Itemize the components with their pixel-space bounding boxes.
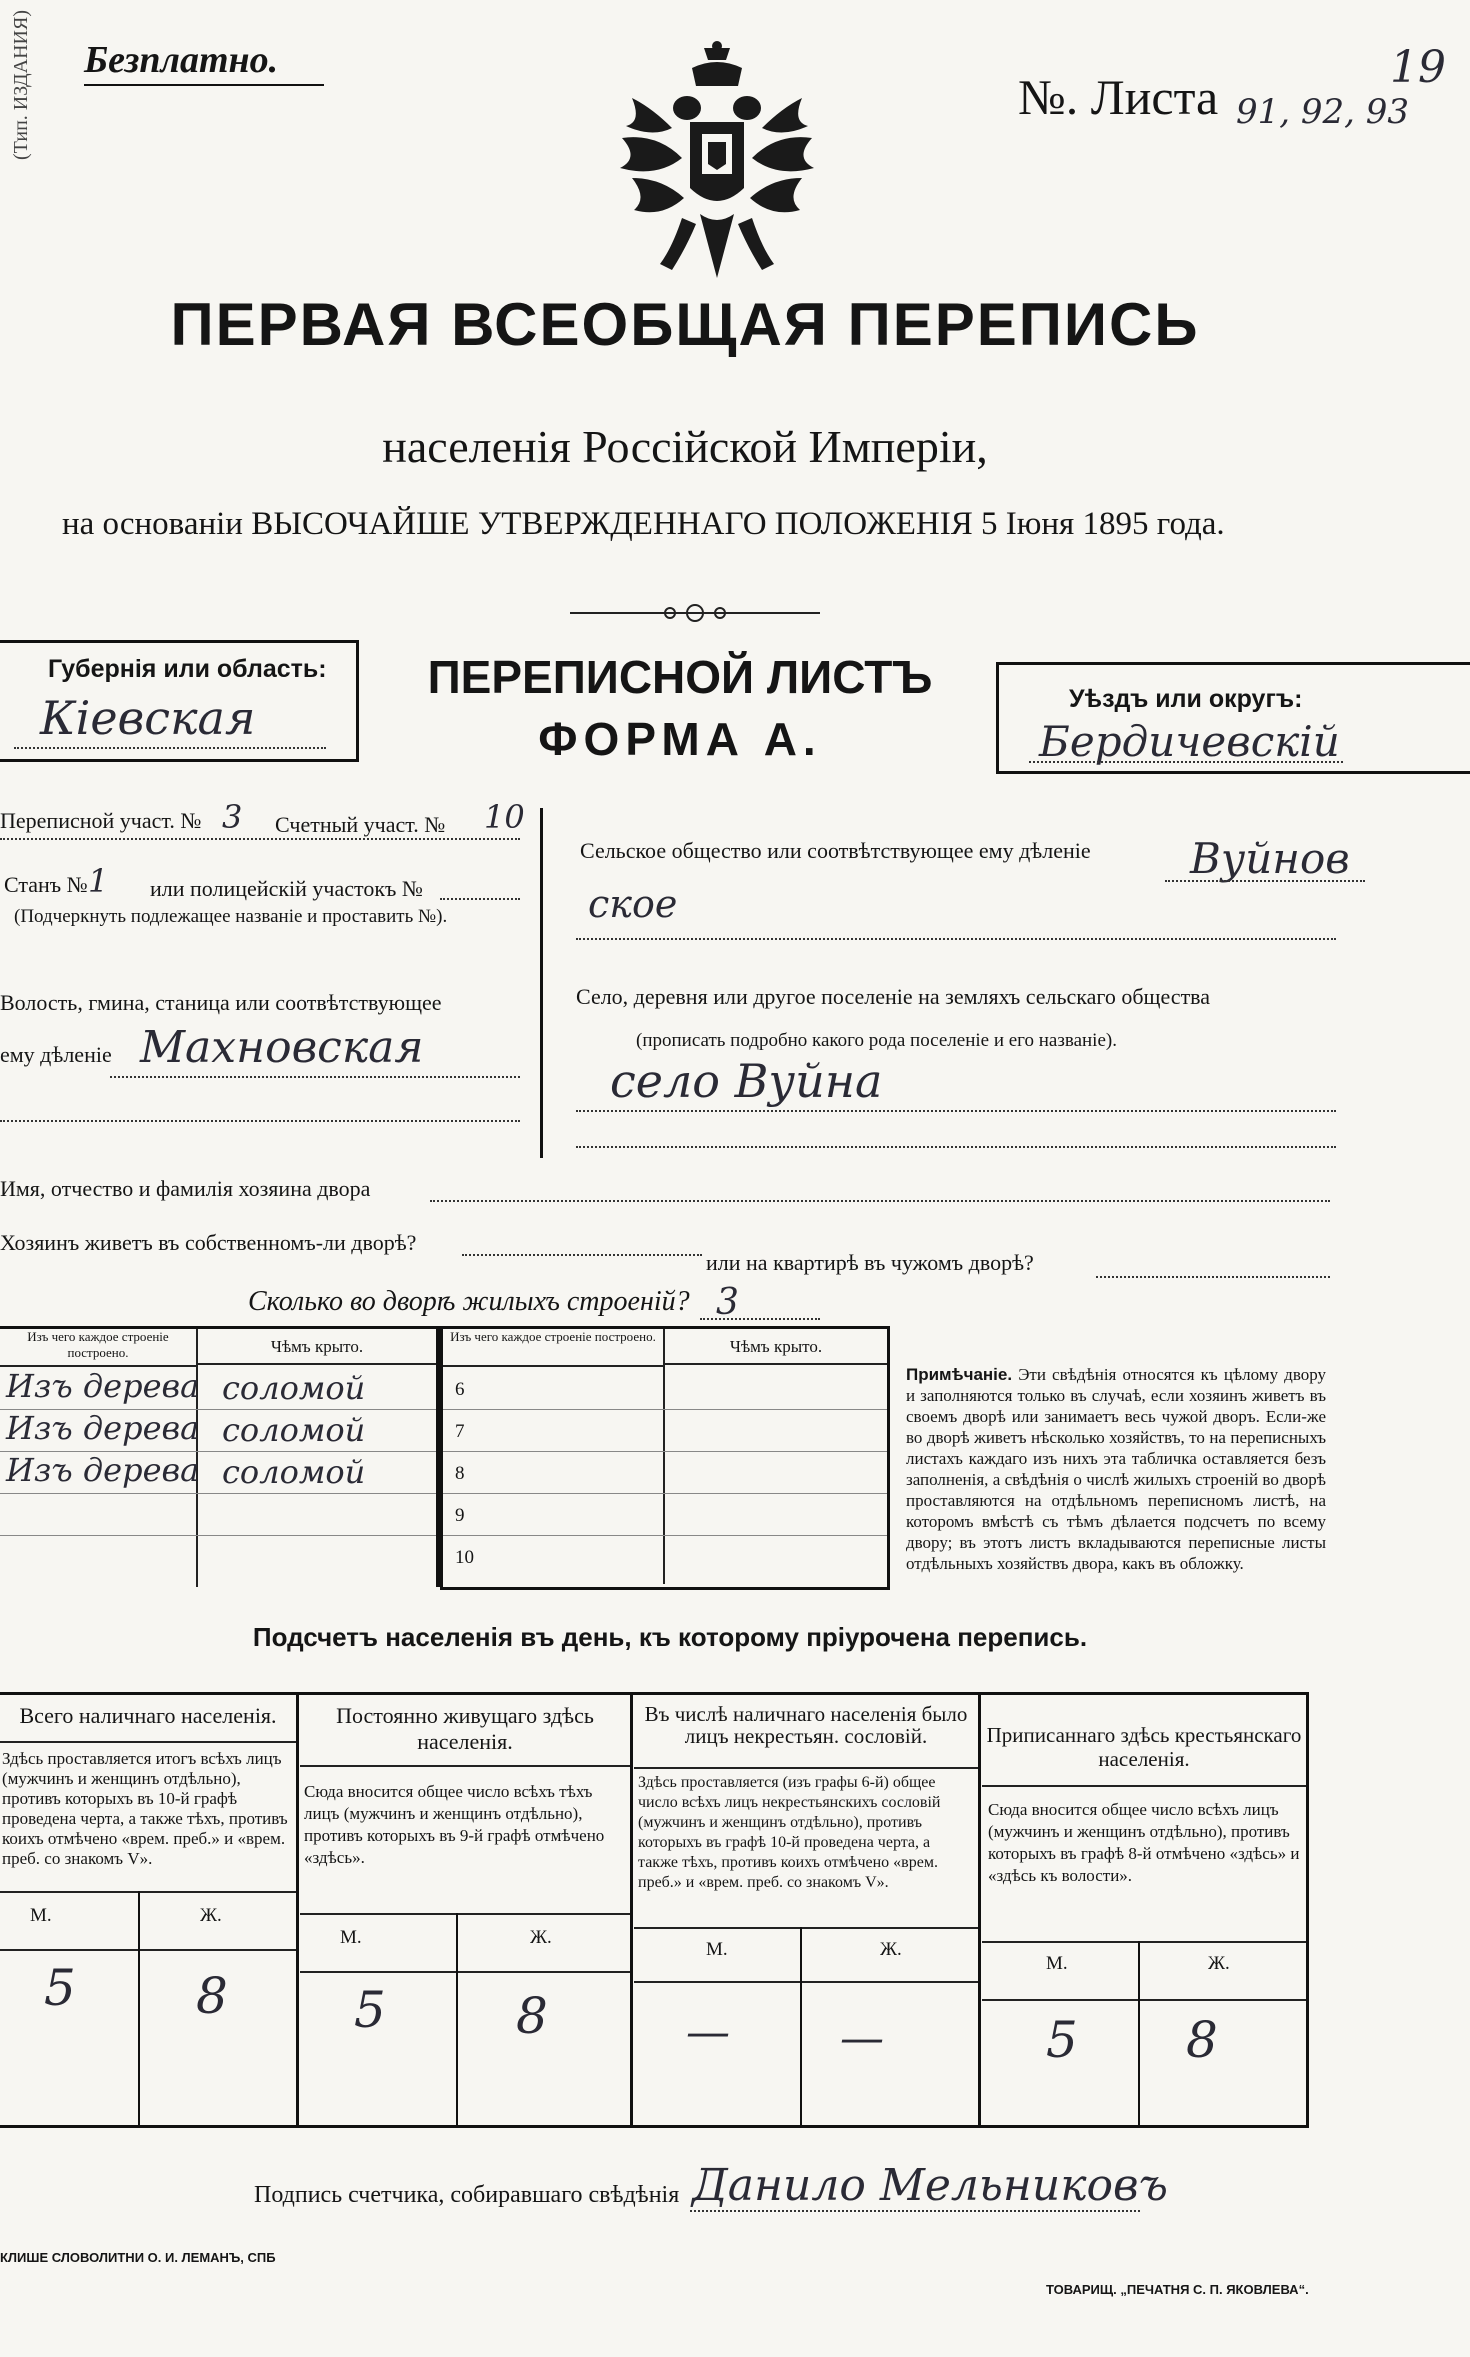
district-value: Бердичевскій bbox=[1039, 717, 1340, 766]
count-area-label: Счетный участ. № bbox=[275, 812, 446, 837]
stan-label: Станъ № bbox=[4, 872, 88, 897]
stan-value: 1 bbox=[88, 862, 109, 900]
col-material-header-2: Изъ чего каждое строеніе построено. bbox=[443, 1329, 665, 1367]
row1-roof: соломой bbox=[222, 1369, 366, 1407]
note-text: Эти свѣдѣнія относятся къ цѣлому двору и заполняются только въ случаѣ, если хозяинъ живетъ въ своемъ дворѣ или занимаетъ весь чужой дворъ. Если-же во дворѣ живетъ нѣсколько хозяйствъ, то на переписныхъ листахъ каждаго изъ нихъ эта табличка оставляется безъ заполненія, а свѣдѣнія о числѣ жилыхъ строеній во дворѣ проставляются на отдѣльномъ переписномъ листѣ, на которомъ вмѣстѣ съ тѣмъ дѣлается подсчетъ по всему двору; въ этотъ листъ вкладываются переписные листы отдѣльныхъ хозяйствъ двора, какъ въ обложку. bbox=[906, 1365, 1327, 1573]
free-label: Безплатно. bbox=[84, 39, 279, 81]
side-text: (Тип. ИЗДАНИЯ) bbox=[10, 10, 32, 160]
row2-material: Изъ дерева bbox=[6, 1409, 200, 1447]
row8-number: 8 bbox=[455, 1463, 465, 1484]
province-label: Губернія или область: bbox=[48, 655, 327, 683]
village-note: (прописать подробно какого рода поселеніе и его названіе). bbox=[636, 1030, 1117, 1051]
village-label: Село, деревня или другое поселеніе на земляхъ сельскаго общества bbox=[576, 984, 1211, 1009]
buildings-table-right bbox=[440, 1326, 890, 1590]
society-value-1: Вуйнов bbox=[1190, 834, 1350, 883]
col-roof-header-2: Чѣмъ крыто. bbox=[665, 1329, 887, 1365]
village-value: село Вуйна bbox=[610, 1054, 883, 1108]
col3-m-label: М. bbox=[706, 1939, 728, 1960]
col2-m-label: М. bbox=[340, 1927, 362, 1948]
census-area-label: Переписной участ. № bbox=[0, 808, 202, 833]
district-label: Уѣздъ или округъ: bbox=[1069, 685, 1303, 713]
volost-label-1: Волость, гмина, станица или соотвѣтствующее bbox=[0, 990, 442, 1015]
form-label: ФОРМА А. bbox=[538, 713, 822, 765]
census-area-value: 3 bbox=[222, 798, 243, 836]
sheet-value: 91, 92, 93 bbox=[1236, 92, 1410, 132]
row9-number: 9 bbox=[455, 1505, 465, 1526]
province-box bbox=[0, 640, 359, 762]
page-title: ПЕРВАЯ ВСЕОБЩАЯ ПЕРЕПИСЬ bbox=[170, 291, 1200, 358]
col4-m-label: М. bbox=[1046, 1953, 1068, 1974]
note-title: Примѣчаніе. bbox=[906, 1365, 1013, 1384]
col3-header: Въ числѣ наличнаго населенія было лицъ некрестьян. сословій. bbox=[644, 1702, 968, 1748]
col4-desc: Сюда вносится общее число всѣхъ лицъ (мужчинъ и женщинъ отдѣльно), противъ которыхъ въ графѣ 8-й отмѣчено «здѣсь» и «здѣсь къ волости». bbox=[988, 1800, 1300, 1885]
col2-f-label: Ж. bbox=[530, 1927, 552, 1948]
col4-f-label: Ж. bbox=[1208, 1953, 1230, 1974]
buildings-label: Сколько во дворѣ жилыхъ строеній? bbox=[248, 1286, 690, 1317]
corner-number: 19 bbox=[1390, 42, 1446, 93]
page-subtitle: населенія Россійской Имперіи, bbox=[382, 421, 988, 472]
police-label: или полицейскій участокъ № bbox=[150, 876, 423, 901]
own-yard-label: Хозяинъ живетъ въ собственномъ-ли дворѣ? bbox=[0, 1230, 417, 1255]
row7-number: 7 bbox=[455, 1421, 465, 1442]
volost-value: Махновская bbox=[140, 1022, 424, 1073]
col1-header: Всего наличнаго населенія. bbox=[19, 1703, 277, 1728]
left-imprint: КЛИШЕ СЛОВОЛИТНИ О. И. ЛЕМАНЪ, СПБ bbox=[0, 2250, 276, 2265]
col1-m-label: М. bbox=[30, 1905, 52, 1926]
coat-of-arms-icon bbox=[612, 38, 822, 288]
row2-roof: соломой bbox=[222, 1411, 366, 1449]
province-value: Кіевская bbox=[40, 691, 256, 745]
volost-label-2: ему дѣленіе bbox=[0, 1042, 112, 1067]
col2-header: Постоянно живущаго здѣсь населенія. bbox=[336, 1703, 594, 1754]
owner-name-label: Имя, отчество и фамилія хозяина двора bbox=[0, 1176, 371, 1201]
sheet-label: №. Листа bbox=[1018, 69, 1219, 125]
basis-line: на основаніи ВЫСОЧАЙШЕ УТВЕРЖДЕННАГО ПОЛОЖЕНІЯ 5 Іюня 1895 года. bbox=[62, 506, 1225, 542]
col1-f-label: Ж. bbox=[200, 1905, 222, 1926]
population-table bbox=[0, 1692, 1309, 2128]
society-value-2: ское bbox=[588, 882, 678, 926]
district-box bbox=[996, 662, 1470, 774]
buildings-table-left bbox=[0, 1326, 440, 1587]
row3-material: Изъ дерева bbox=[6, 1451, 200, 1489]
signature-value: Данило Мельниковъ bbox=[692, 2160, 1168, 2211]
buildings-value: 3 bbox=[716, 1282, 739, 1323]
col-material-header: Изъ чего каждое строеніе построено. bbox=[0, 1329, 198, 1367]
police-note: (Подчеркнуть подлежащее названіе и проставить №). bbox=[14, 906, 448, 927]
row10-number: 10 bbox=[455, 1547, 474, 1568]
form-name: ПЕРЕПИСНОЙ ЛИСТЪ bbox=[427, 651, 933, 703]
col4-m-value: 5 bbox=[1046, 2011, 1078, 2069]
col3-f-value: — bbox=[840, 2013, 884, 2064]
col-roof-header: Чѣмъ крыто. bbox=[198, 1329, 436, 1365]
col2-f-value: 8 bbox=[516, 1987, 548, 2045]
row3-roof: соломой bbox=[222, 1453, 366, 1491]
col4-header: Приписаннаго здѣсь крестьянскаго населенія. bbox=[986, 1723, 1302, 1771]
ornament-divider bbox=[570, 598, 820, 628]
right-imprint: ТОВАРИЩ. „ПЕЧАТНЯ С. П. ЯКОВЛЕВА“. bbox=[1046, 2282, 1309, 2297]
col2-m-value: 5 bbox=[354, 1981, 386, 2039]
col4-f-value: 8 bbox=[1186, 2011, 1218, 2069]
col3-f-label: Ж. bbox=[880, 1939, 902, 1960]
row6-number: 6 bbox=[455, 1379, 465, 1400]
signature-label: Подпись счетчика, собиравшаго свѣдѣнія bbox=[254, 2182, 680, 2208]
col2-desc: Сюда вносится общее число всѣхъ тѣхъ лицъ (мужчинъ и женщинъ отдѣльно), противъ которыхъ въ 9-й графѣ отмѣчено «здѣсь». bbox=[304, 1782, 605, 1867]
note-block bbox=[906, 1364, 1326, 1574]
population-title: Подсчетъ населенія въ день, къ которому пріурочена перепись. bbox=[252, 1622, 1088, 1652]
society-label: Сельское общество или соотвѣтствующее ему дѣленіе bbox=[580, 838, 1091, 863]
col1-f-value: 8 bbox=[196, 1967, 228, 2025]
col3-desc: Здѣсь проставляется (изъ графы 6-й) общее число всѣхъ лицъ некрестьянскихъ сословій (мужчинъ и женщинъ отдѣльно), противъ которыхъ въ графѣ 10-й проведена черта, а также тѣхъ, противъ коихъ отмѣчено «врем. преб.» и «врем. преб. со знакомъ V». bbox=[638, 1774, 941, 1891]
rented-label: или на квартирѣ въ чужомъ дворѣ? bbox=[706, 1250, 1034, 1275]
col1-desc: Здѣсь проставляется итогъ всѣхъ лицъ (мужчинъ и женщинъ отдѣльно), противъ которыхъ въ 10-й графѣ проведена черта, а также тѣхъ, противъ коихъ отмѣчено «врем. преб.» и «врем. преб. со знакомъ V». bbox=[2, 1749, 288, 1868]
row1-material: Изъ дерева bbox=[6, 1367, 200, 1405]
col1-m-value: 5 bbox=[44, 1959, 76, 2017]
col3-m-value: — bbox=[686, 2007, 730, 2058]
count-area-value: 10 bbox=[484, 798, 525, 836]
